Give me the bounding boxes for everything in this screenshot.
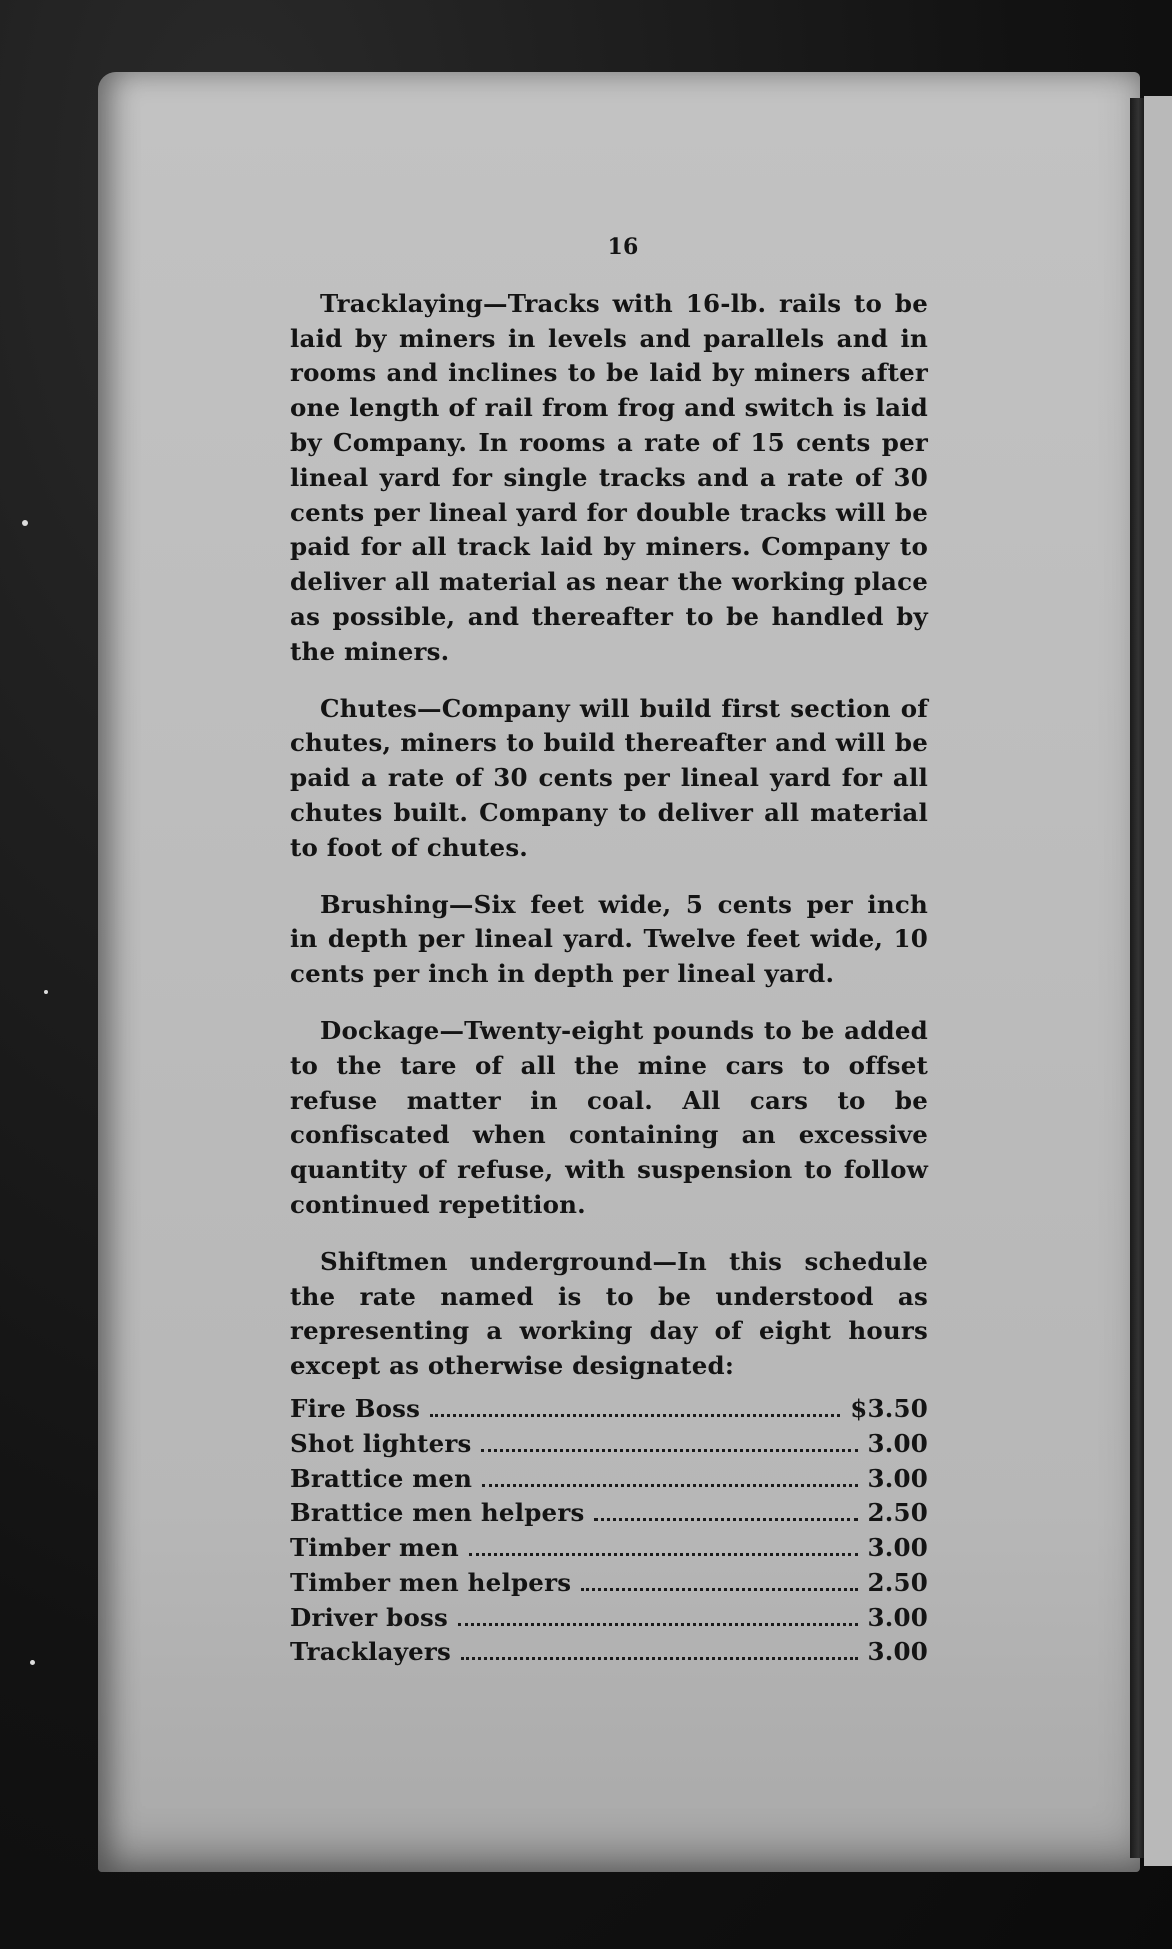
dot-leader	[461, 1657, 857, 1660]
rate-label: Driver boss	[290, 1602, 448, 1632]
rate-row	[290, 1427, 928, 1462]
rate-value: 3.00	[867, 1428, 928, 1458]
rate-label: Brattice men	[290, 1463, 473, 1493]
dot-leader	[482, 1484, 857, 1487]
rate-row	[290, 1601, 928, 1636]
rate-table	[290, 1392, 928, 1670]
paragraph-tracklaying: Tracklaying—Tracks with 16-lb. rails to be laid by miners in levels and parallels and in rooms and inclines to be laid by miners after one length of rail from frog and switch is laid by Company. In rooms a rate of 15 cents per lineal yard for single tracks and a rate of 30 cents per lineal yard for double tracks will be paid for all track laid by miners. Company to deliver all material as near the working place as possible, and thereafter to be handled by the miners.	[290, 288, 928, 666]
next-page-edge	[1144, 96, 1172, 1866]
paragraph-chutes: Chutes—Company will build first section of chutes, miners to build thereafter and will be paid a rate of 30 cents per lineal yard for all chutes built. Company to deliver all material to foot of chutes.	[290, 693, 928, 862]
rate-value: 3.00	[867, 1533, 928, 1563]
dust-speck	[22, 520, 28, 526]
rate-row	[290, 1392, 928, 1427]
dot-leader	[481, 1449, 857, 1452]
paragraph-shiftmen: Shiftmen underground—In this schedule the rate named is to be understood as representing a working day of eight hours except as otherwise designated:	[290, 1246, 928, 1381]
dot-leader	[594, 1518, 857, 1521]
rate-value: 2.50	[867, 1567, 928, 1597]
page-gutter	[1130, 98, 1144, 1858]
rate-label: Timber men	[290, 1533, 459, 1563]
page-number: 16	[607, 234, 639, 260]
paragraph-brushing: Brushing—Six feet wide, 5 cents per inch in depth per lineal yard. Twelve feet wide, 10 cents per inch in depth per lineal yard.	[290, 889, 928, 989]
rate-row	[290, 1462, 928, 1497]
rate-label: Shot lighters	[290, 1428, 472, 1458]
dot-leader	[581, 1588, 857, 1591]
rate-label: Tracklayers	[290, 1637, 452, 1667]
rate-row	[290, 1566, 928, 1601]
rate-row	[290, 1635, 928, 1670]
rate-row	[290, 1531, 928, 1566]
paragraph-dockage: Dockage—Twenty-eight pounds to be added to the tare of all the mine cars to offset refuse matter in coal. All cars to be confiscated when containing an excessive quantity of refuse, with suspension to follow continued repetition.	[290, 1015, 928, 1219]
rate-value: 3.00	[867, 1463, 928, 1493]
dust-speck	[30, 1660, 35, 1665]
rate-value: $3.50	[850, 1393, 928, 1423]
rate-label: Fire Boss	[290, 1393, 421, 1423]
dot-leader	[458, 1623, 858, 1626]
rate-value: 3.00	[867, 1637, 928, 1667]
document-text	[290, 222, 928, 1670]
rate-value: 3.00	[867, 1602, 928, 1632]
rate-label: Timber men helpers	[290, 1567, 572, 1597]
dot-leader	[430, 1414, 840, 1417]
dot-leader	[469, 1553, 858, 1556]
dust-speck	[44, 990, 48, 994]
rate-label: Brattice men helpers	[290, 1498, 585, 1528]
rate-value: 2.50	[867, 1498, 928, 1528]
rate-row	[290, 1496, 928, 1531]
